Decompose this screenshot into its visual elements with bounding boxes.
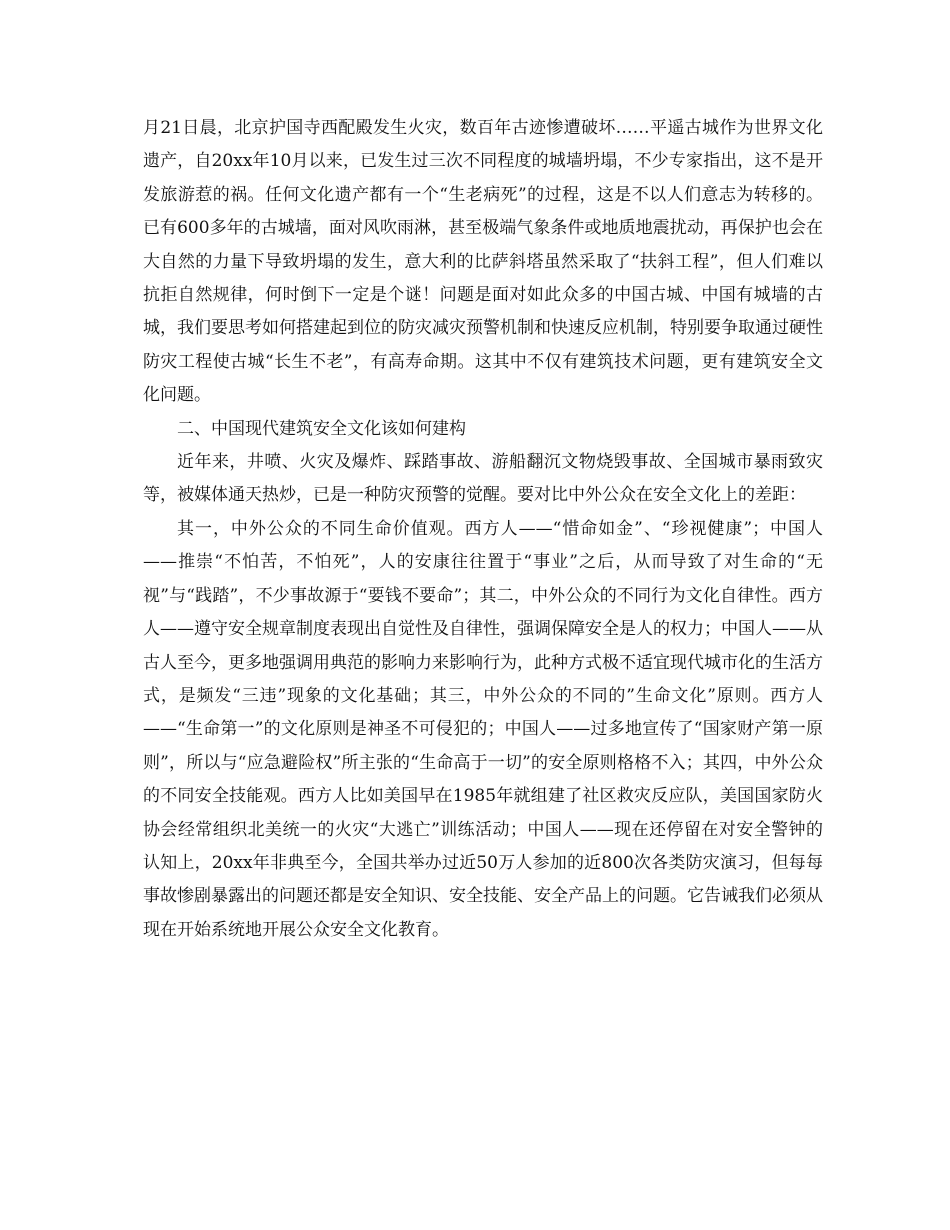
section-heading: 二、中国现代建筑安全文化该如何建构 bbox=[177, 418, 466, 439]
paragraph-comparison: 其一，中外公众的不同生命价值观。西方人——“惜命如金”、“珍视健康”；中国人——推崇“不怕苦，不怕死”，人的安康往往置于“事业”之后，从而导致了对生命的“无视”与“践踏”，不少事故源于“要钱不要命”；其二，中外公众的不同行为文化自律性。西方人——遵守安全规章制度表现出自觉性及自律性，强调保障安全是人的权力；中国人——从古人至今，更多地强调用典范的影响力来影响行为，此种方式极不适宜现代城市化的生活方式，是频发“三违”现象的文化基础；其三，中外公众的不同的”生命文化”原则。西方人——“生命第一”的文化原则是神圣不可侵犯的；中国人——过多地宣传了“国家财产第一原则”，所以与“应急避险权”所主张的“生命高于一切”的安全原则格格不入；其四，中外公众的不同安全技能观。西方人比如美国早在1985年就组建了社区救灾反应队，美国国家防火协会经常组织北美统一的火灾“大逃亡”训练活动；中国人——现在还停留在对安全警钟的认知上，20xx年非典至今，全国共举办过近50万人参加的近800次各类防灾演习，但每每事故惨剧暴露出的问题还都是安全知识、安全技能、安全产品上的问题。它告诫我们必须从现在开始系统地开展公众安全文化教育。 bbox=[143, 518, 823, 940]
paragraph-continuation: 月21日晨，北京护国寺西配殿发生火灾，数百年古迹惨遭破坏……平遥古城作为世界文化遗产，自20xx年10月以来，已发生过三次不同程度的城墙坍塌，不少专家指出，这不是开发旅游惹的祸。任何文化遗产都有一个“生老病死”的过程，这是不以人们意志为转移的。已有600多年的古城墙，面对风吹雨淋，甚至极端气象条件或地质地震扰动，再保护也会在大自然的力量下导致坍塌的发生，意大利的比萨斜塔虽然采取了“扶斜工程”，但人们难以抗拒自然规律，何时倒下一定是个谜！问题是面对如此众多的中国古城、中国有城墙的古城，我们要思考如何搭建起到位的防灾减灾预警机制和快速反应机制，特别要争取通过硬性防灾工程使古城“长生不老”，有高寿命期。这其中不仅有建筑技术问题，更有建筑安全文化问题。 bbox=[143, 118, 823, 406]
paragraph-intro: 近年来，井喷、火灾及爆炸、踩踏事故、游船翻沉文物烧毁事故、全国城市暴雨致灾等，被媒体通天热炒，已是一种防灾预警的觉醒。要对比中外公众在安全文化上的差距： bbox=[143, 452, 823, 506]
document-body bbox=[143, 112, 823, 947]
